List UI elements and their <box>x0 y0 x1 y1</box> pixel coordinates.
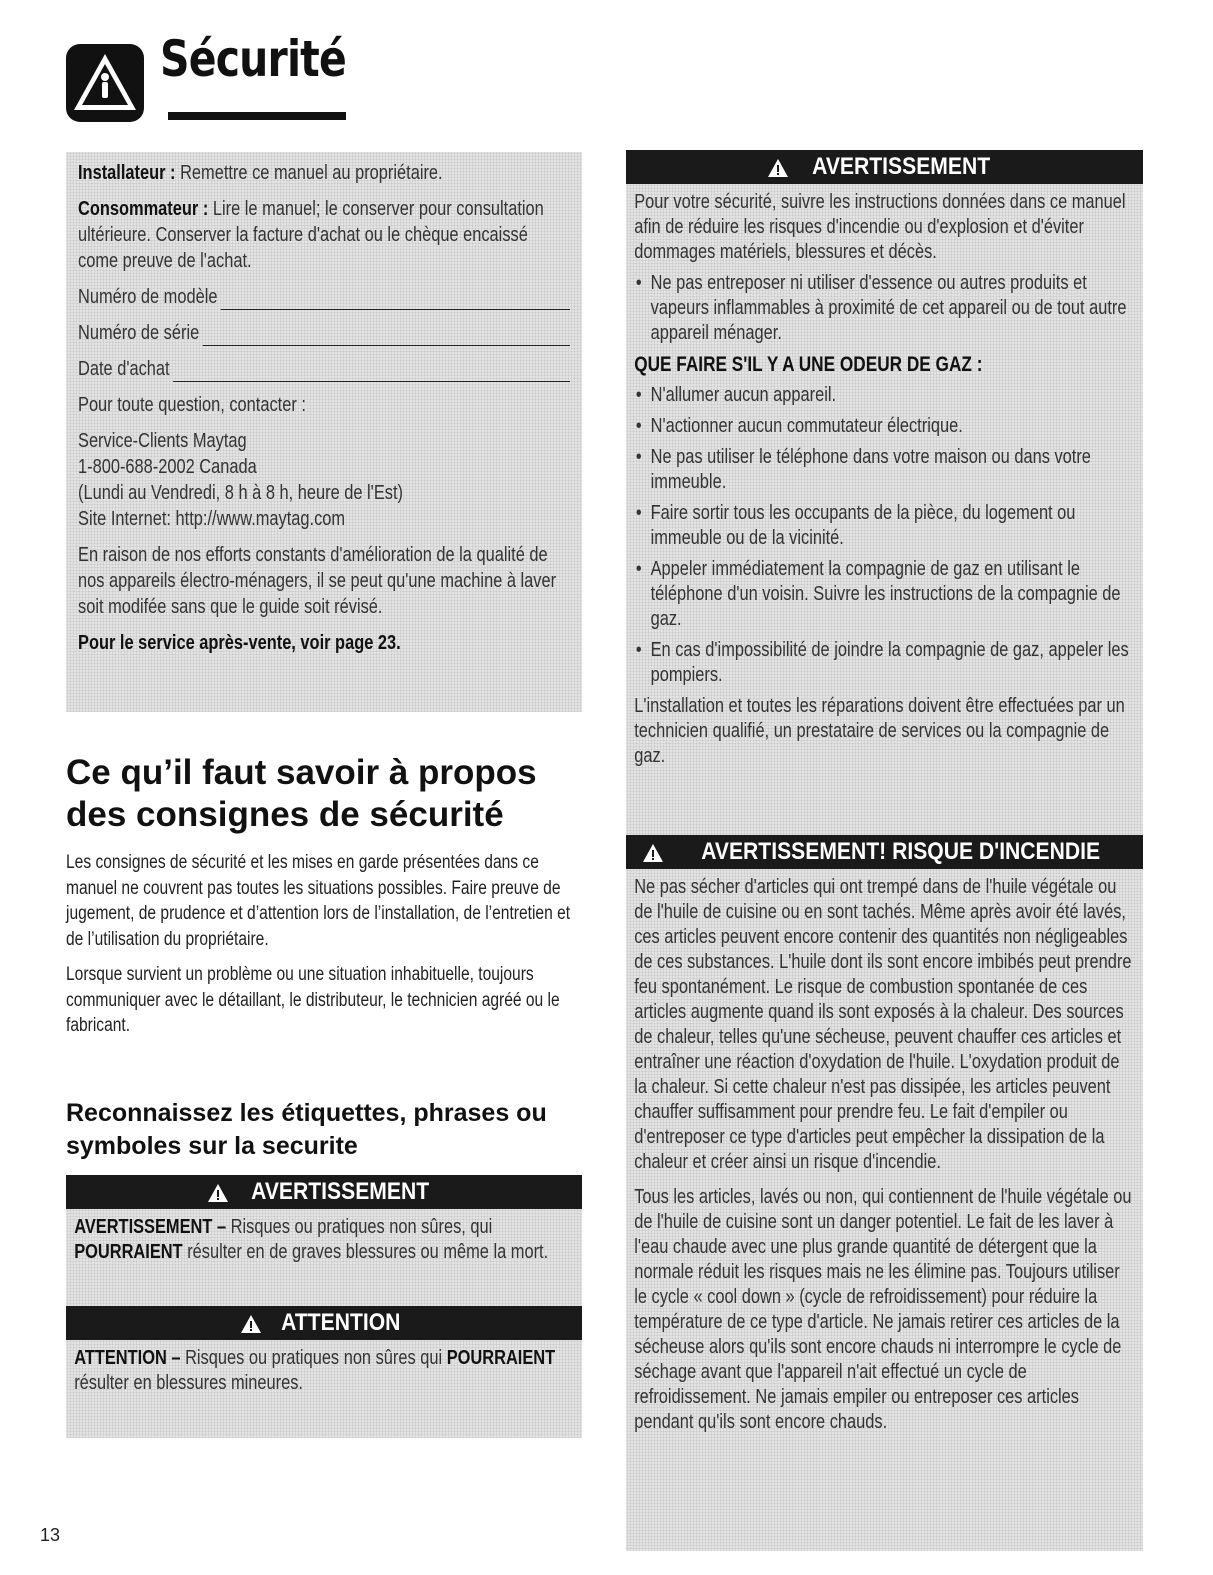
warning-triangle-icon <box>642 843 664 863</box>
warning-header-text: AVERTISSEMENT <box>251 1178 430 1205</box>
warning-lead: AVERTISSEMENT – <box>74 1216 227 1238</box>
warning-header <box>66 1175 582 1209</box>
serial-number-label: Numéro de série <box>78 322 200 344</box>
contact-phone: 1-800-688-2002 Canada <box>78 456 257 478</box>
owner-info-box <box>66 152 582 712</box>
gas-warning-header-text: AVERTISSEMENT <box>811 153 990 180</box>
safety-alert-person-icon <box>66 44 144 122</box>
warning-triangle-icon <box>240 1314 262 1334</box>
gas-warning-intro: Pour votre sécurité, suivre les instructions données dans ce manuel afin de réduire les risques d'incendie ou d'explosion et d'éviter dommages matériels, blessures et décès. <box>634 191 1126 263</box>
caution-lead-2: POURRAIENT <box>446 1347 556 1369</box>
caution-text-1: Risques ou pratiques non sûres qui <box>185 1347 443 1369</box>
purchase-date-blank <box>173 363 570 382</box>
warning-lead-2: POURRAIENT <box>74 1241 183 1263</box>
warning-triangle-icon <box>767 158 789 178</box>
caution-definition-text <box>74 1346 574 1396</box>
fire-warning-paragraph-2: Tous les articles, lavés ou non, qui contiennent de l'huile végétale ou de l'huile de cuisine sont un danger potentiel. Le fait de les laver à l'eau chaude avec une plus grande quantité de détergent que la normale réduit les risques mais ne les élimine pas. Toujours utiliser le cycle « cool down » (cycle de refroidissement) pour réduire la température de ce type d'article. Ne jamais retirer ces articles de la sécheuse alors qu'ils sont encore chauds ni interrompre le cycle de séchage avant que l'appareil n'ait effectué un cycle de refroidissement. Ne jamais empiler ou entreposer ces articles pendant qu'ils sont encore chauds. <box>634 1186 1132 1433</box>
title-underline <box>168 112 346 120</box>
safety-intro-text <box>66 850 574 1049</box>
purchase-date-field <box>78 356 570 382</box>
gas-odor-list <box>634 383 1134 688</box>
list-item: • En cas d'impossibilité de joindre la compagnie de gaz, appeler les pompiers. <box>634 638 1134 688</box>
fire-warning-header-text: AVERTISSEMENT! RISQUE D'INCENDIE <box>701 838 1101 865</box>
contact-block <box>78 428 570 532</box>
revision-notice: En raison de nos efforts constants d'amélioration de la qualité de nos appareils électro-ménagers, il se peut qu'une machine à laver soit modifée sans que le guide soit révisé. <box>78 544 557 618</box>
gas-warning-header <box>626 150 1143 184</box>
flammables-list <box>634 271 1134 346</box>
gas-odor-heading: QUE FAIRE S'IL Y A UNE ODEUR DE GAZ : <box>634 353 983 376</box>
contact-website: Site Internet: http://www.maytag.com <box>78 508 346 530</box>
gas-warning-closing: L'installation et toutes les réparations doivent être effectuées par un technicien qualifié, un prestataire de services ou la compagnie de gaz. <box>634 695 1125 767</box>
gas-warning-body <box>626 184 1143 852</box>
model-number-label: Numéro de modèle <box>78 286 218 308</box>
consumer-line <box>78 196 570 274</box>
safety-paragraph-2: Lorsque survient un problème ou une situation inhabituelle, toujours communiquer avec le détaillant, le distributeur, le technicien agréé ou le fabricant. <box>66 964 560 1036</box>
caution-definition-box <box>66 1306 582 1438</box>
contact-name: Service-Clients Maytag <box>78 430 247 452</box>
labels-subheading: Reconnaissez les étiquettes, phrases ou symboles sur la securite <box>66 1099 547 1160</box>
list-item: • Ne pas entreposer ni utiliser d'essence ou autres produits et vapeurs inflammables à proximité de cet appareil ou de tout autre appareil ménager. <box>634 271 1134 346</box>
warning-text-1: Risques ou pratiques non sûres, qui <box>230 1216 493 1238</box>
list-item: • N'allumer aucun appareil. <box>634 383 1134 408</box>
page-title: Sécurité <box>160 30 346 88</box>
caution-lead: ATTENTION – <box>74 1347 181 1369</box>
contact-hours: (Lundi au Vendredi, 8 h à 8 h, heure de l'Est) <box>78 482 403 504</box>
safety-paragraph-1: Les consignes de sécurité et les mises en garde présentées dans ce manuel ne couvrent pas toutes les situations possibles. Faire preuve de jugement, de prudence et d’attention lors de l’installation, de l’entretien et de l’utilisation du propriétaire. <box>66 852 571 950</box>
fire-warning-header <box>626 835 1143 869</box>
fire-warning-box <box>626 835 1143 1551</box>
consumer-text: Lire le manuel; le conserver pour consultation ultérieure. Conserver la facture d'achat ou le chèque encaissé come preuve de l'achat. <box>78 198 544 272</box>
caution-text-2: résulter en blessures mineures. <box>74 1372 303 1394</box>
warning-definition-text <box>74 1215 574 1265</box>
caution-header-text: ATTENTION <box>280 1309 400 1336</box>
warning-text-2: résulter en de graves blessures ou même la mort. <box>187 1241 549 1263</box>
page-number: 13 <box>40 1525 61 1545</box>
model-number-blank <box>221 291 570 310</box>
list-item: • N'actionner aucun commutateur électrique. <box>634 414 1134 439</box>
model-number-field <box>78 284 570 310</box>
consumer-label: Consommateur : <box>78 198 209 220</box>
safety-section-heading: Ce qu’il faut savoir à propos des consignes de sécurité <box>66 753 537 834</box>
caution-header <box>66 1306 582 1340</box>
installer-line <box>78 160 570 186</box>
list-item: • Appeler immédiatement la compagnie de gaz en utilisant le téléphone d'un voisin. Suivre les instructions de la compagnie de gaz. <box>634 557 1134 632</box>
service-reference: Pour le service après-vente, voir page 23. <box>78 632 401 654</box>
fire-warning-body <box>626 869 1143 1551</box>
serial-number-blank <box>203 327 570 346</box>
caution-definition-body <box>66 1340 582 1438</box>
list-item: • Ne pas utiliser le téléphone dans votre maison ou dans votre immeuble. <box>634 445 1134 495</box>
warning-definition-box <box>66 1175 582 1325</box>
gas-warning-box <box>626 150 1143 852</box>
installer-text: Remettre ce manuel au propriétaire. <box>180 162 443 184</box>
warning-triangle-icon <box>207 1183 229 1203</box>
purchase-date-label: Date d'achat <box>78 358 170 380</box>
serial-number-field <box>78 320 570 346</box>
installer-label: Installateur : <box>78 162 176 184</box>
fire-warning-paragraph-1: Ne pas sécher d'articles qui ont trempé dans de l'huile végétale ou de l'huile de cuisine ou en sont tachés. Même après avoir été lavés, ces articles peuvent encore contenir des quantités non négligeables de ces substances. L'huile dont ils sont encore imbibés peut prendre feu spontanément. Le risque de combustion spontanée de ces articles augmente quand ils sont exposés à la chaleur. Des sources de chaleur, telles qu'une sécheuse, peuvent chauffer ces articles et entraîner une réaction d'oxydation de l'huile. L'oxydation produit de la chaleur. Si cette chaleur n'est pas dissipée, les articles peuvent chauffer suffisamment pour prendre feu. Le fait d'empiler ou d'entreposer ce type d'articles peut empêcher la dissipation de la chaleur et créer ainsi un risque d'incendie. <box>634 876 1132 1173</box>
contact-intro: Pour toute question, contacter : <box>78 394 306 416</box>
list-item: • Faire sortir tous les occupants de la pièce, du logement ou immeuble ou de la vicinité. <box>634 501 1134 551</box>
